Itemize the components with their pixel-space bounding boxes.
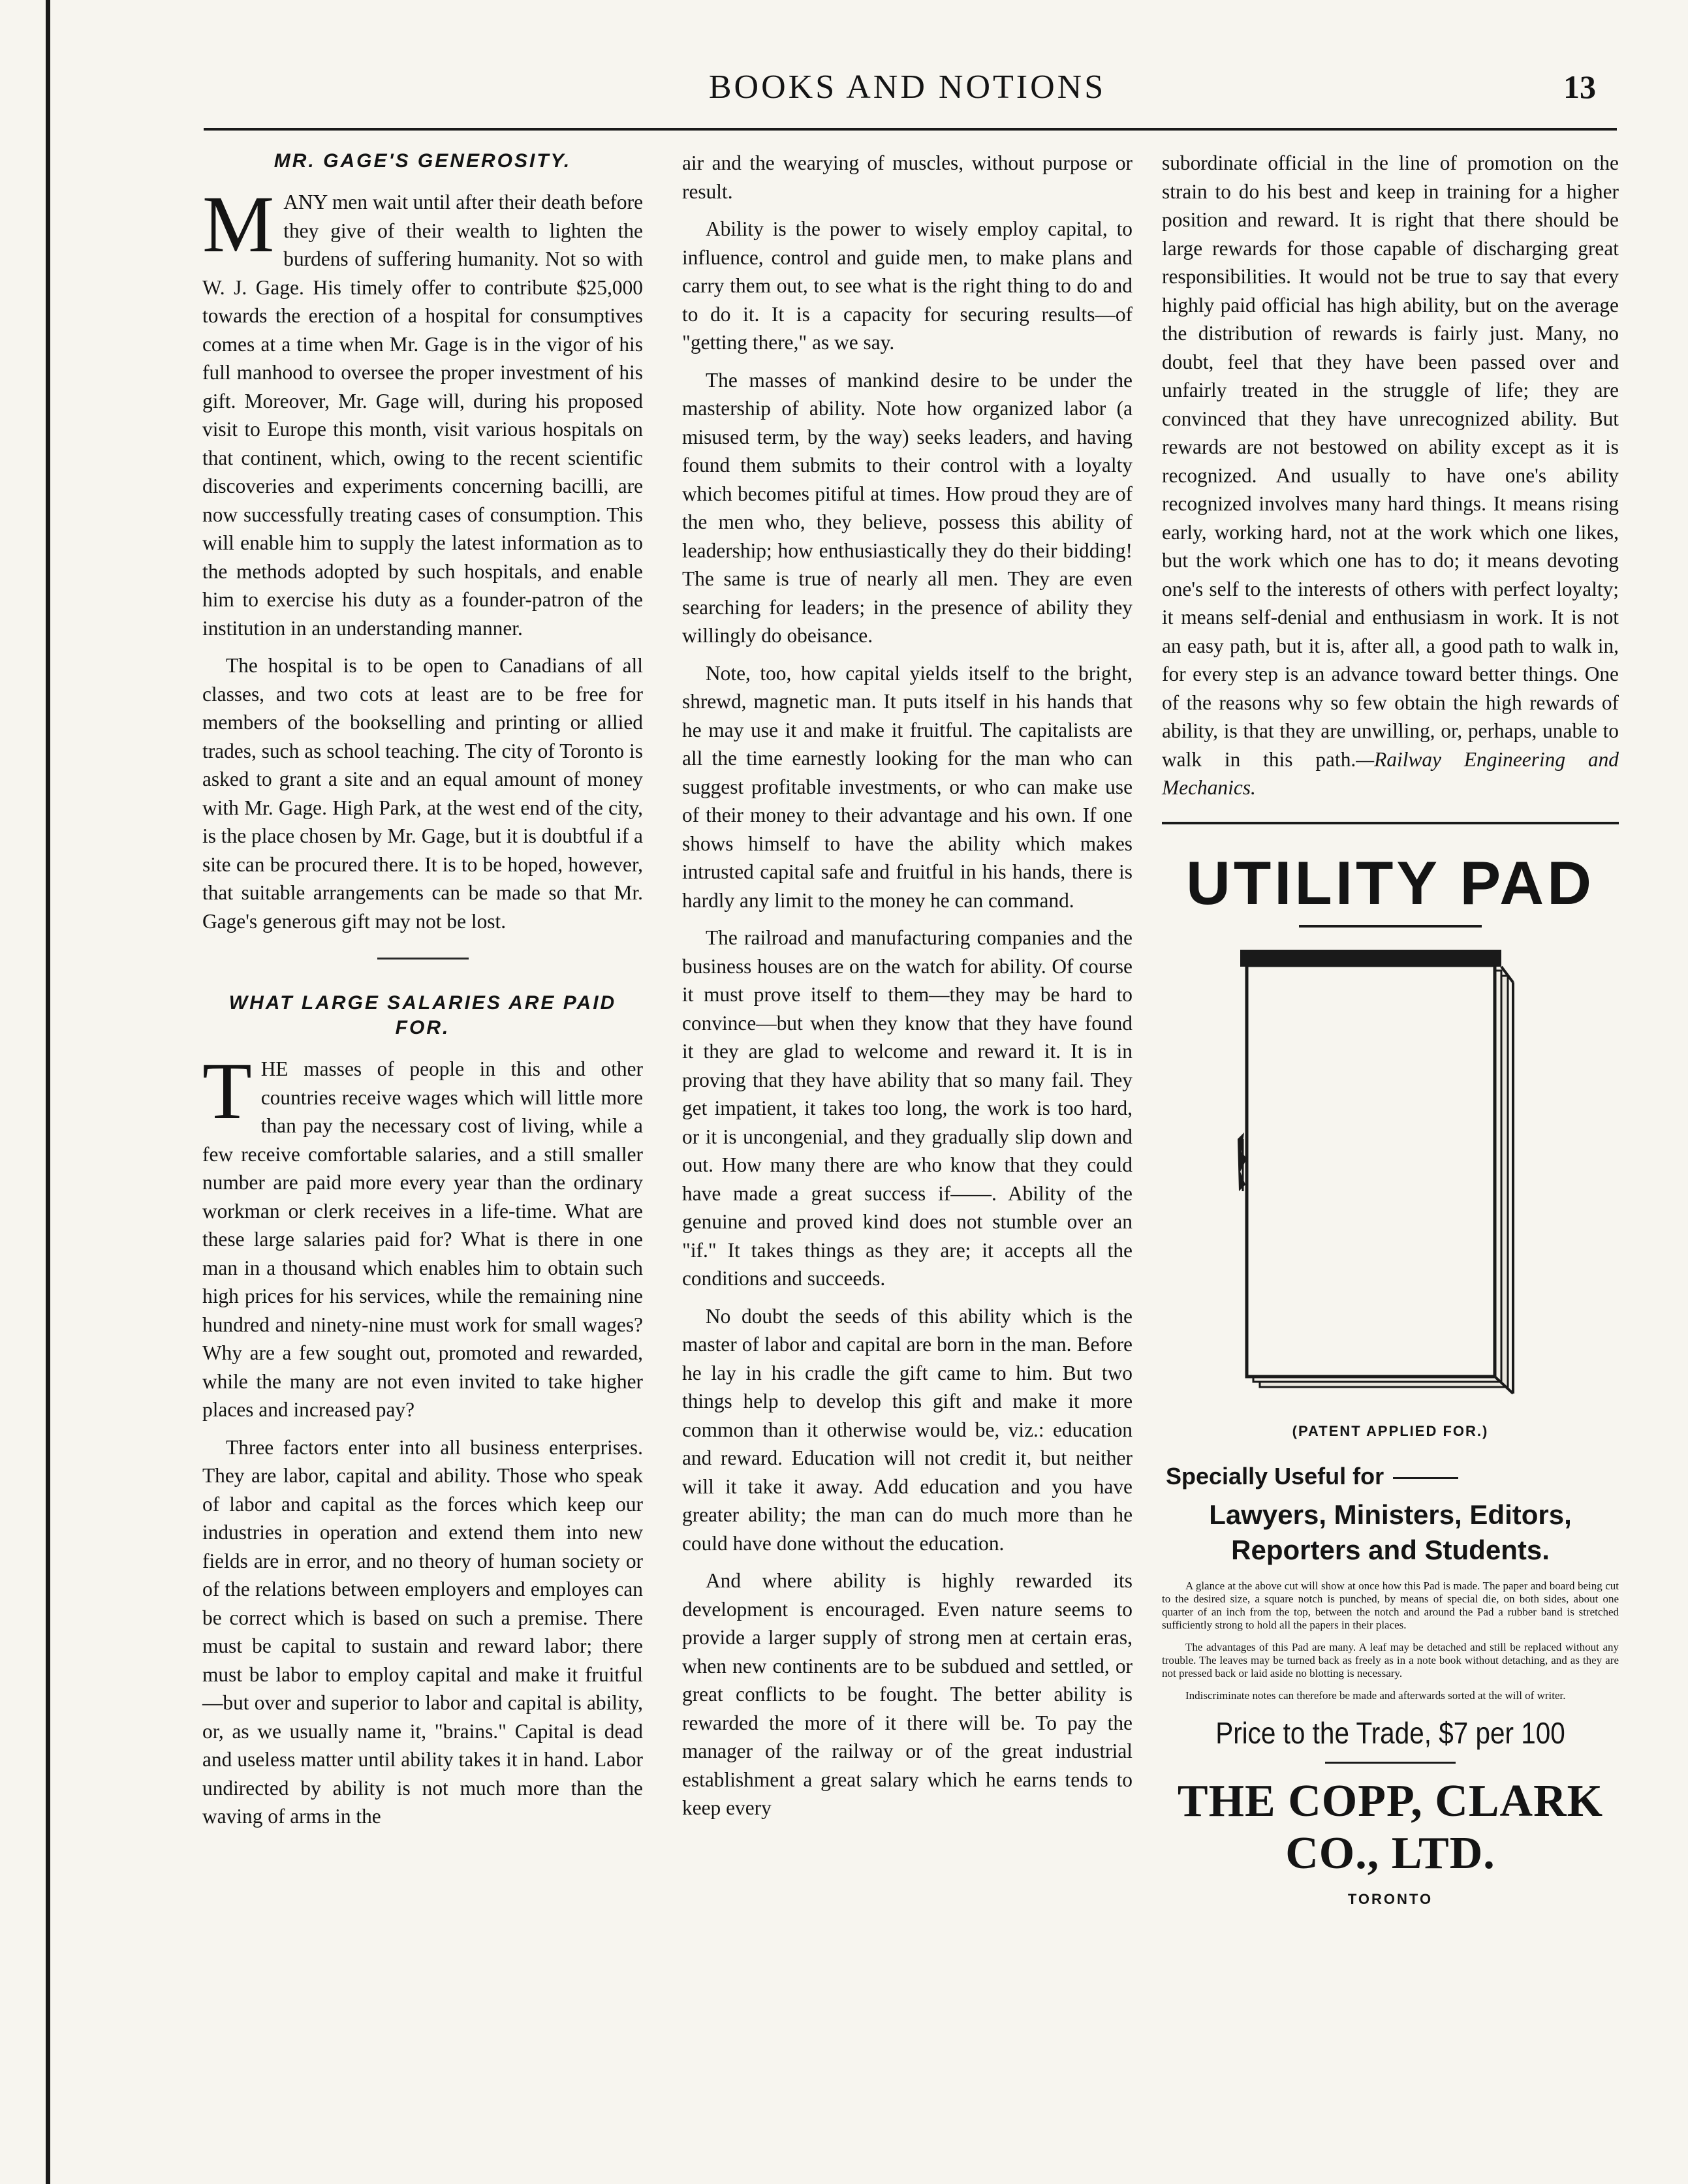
patent-note: (PATENT APPLIED FOR.) xyxy=(1292,1422,1489,1439)
company-name: THE COPP, CLARK CO., LTD. xyxy=(1177,1776,1604,1879)
running-header-title: BOOKS AND NOTIONS xyxy=(708,69,1106,106)
price-rule xyxy=(1325,1762,1456,1764)
header-rule xyxy=(204,128,1617,131)
article-salaries-paragraph-7: No doubt the seeds of this ability which is the master of labor and capital are born in the man. Before he lay in his cradle the gift came to him. But two things help to develop this gift and make it more common than it otherwise would be, viz.: education and reward. Education will not credit it, but neither will it take it away. Add education and you have greater ability; the man can do much more than he could have done without the education. xyxy=(682,1304,1133,1555)
paragraph-text: HE masses of people in this and other countries receive wages which will little more than pay the necessary cost of living, while a few receive comfortable salaries, and a still smaller number are paid more every year than the ordinary workman or clerk receives in a life-time. What are these large salaries paid for? What is there in one man in a thousand which enables him to obtain such high prices for his services, while the remaining nine hundred and ninety-nine must work for small wages? Why are a few sought out, promoted and rewarded, while the many are not even invited to take higher places and increased pay? xyxy=(202,1057,643,1421)
article-salaries-paragraph-4: The masses of mankind desire to be under the mastership of ability. Note how organized labor (a misused term, by the way) seeks leaders, and having found them submits to their control with a loyalty which becomes pitiful at times. How proud they are of the men who, they believe, possess this ability of leadership; how enthusiastically they do their bidding! The same is true of nearly all men. They are even searching for leaders; in the presence of ability they willingly do obeisance. xyxy=(682,368,1133,647)
paragraph-text: ANY men wait until after their death before they give of their wealth to lighten the burdens of suffering humanity. Not so with W. J. Gage. His timely offer to contribute $25,000 towards the erection of a hospital for consumptives comes at a time when Mr. Gage is in the vigor of his full manhood to oversee the proper investment of his gift. Moreover, Mr. Gage will, during his proposed visit to Europe this month, visit various hospitals on that continent, which, owing to the recent scientific discoveries and experiments concerning bacilli, are now successfully treating cases of consumption. This will enable him to supply the latest information as to the methods adopted by such hospitals, and enable him to exercise his duty as a founder-patron of the institution in an understanding manner. xyxy=(202,191,643,640)
ad-fineprint-3: Indiscriminate notes can therefore be made and afterwards sorted at the will of writer. xyxy=(1185,1689,1566,1702)
paragraph-text: And where ability is highly rewarded its development is encouraged. Even nature seems to provide a larger supply of strong men at certain eras, when new continents are to be subdued and settled, or great conflicts to be fought. The better ability is rewarded the more of it there will be. To pay the manager of the railway or of the great industrial establishment a great salary which he earns tends to keep every xyxy=(682,1569,1133,1819)
article-source-credit: —Railway Engineering and Mechanics. xyxy=(1162,747,1619,799)
column-3 xyxy=(1162,149,1619,1914)
ad-title: UTILITY PAD xyxy=(1186,848,1595,917)
article-salaries-paragraph-8-start xyxy=(682,1567,1133,1822)
utility-pad-advertisement xyxy=(1162,850,1619,1914)
article-salaries-paragraph-5: Note, too, how capital yields itself to the bright, shrewd, magnetic man. It puts itself in his hands that he may use it and make it fruitful. The capitalists are all the time earnestly looking for the man who can suggest profitable investments, or who can make use of their money to their advantage and his own. If one shows himself to have the ability which makes intrusted capital safe and fruitful in his hands, there is hardly any limit to the money he can command. xyxy=(682,661,1133,912)
specially-text: Specially Useful for xyxy=(1166,1463,1384,1490)
audience-list xyxy=(1162,1497,1619,1568)
audience-line-1: Lawyers, Ministers, Editors, xyxy=(1209,1499,1572,1530)
page-number: 13 xyxy=(1563,69,1596,105)
article-salaries-paragraph-8-end xyxy=(1162,149,1619,802)
article-gage-paragraph-1 xyxy=(202,179,643,642)
section-divider xyxy=(377,958,469,959)
article-salaries-paragraph-2-end xyxy=(682,149,1133,206)
article-salaries-paragraph-1 xyxy=(202,1046,643,1424)
paragraph-text: Three factors enter into all business enterprises. They are labor, capital and ability. Those who speak of labor and capital as the forces which keep our industries in operation and extend them into new fields are in error, and no theory of human society or of the relations between employers and employes can be correct which is based on such a premise. There must be capital to sustain and reward labor; there must be labor to employ capital and make it fruitful—but over and superior to labor and capital is ability, or, as we usually name it, "brains." Capital is dead and useless matter until ability takes it in hand. Labor undirected by ability is not much more than the waving of arms in the xyxy=(202,1435,643,1828)
ad-title-rule xyxy=(1299,925,1482,928)
dash-rule xyxy=(1393,1477,1458,1479)
advertisement-top-rule xyxy=(1162,822,1619,824)
article-gage-paragraph-2: The hospital is to be open to Canadians of all classes, and two cots at least are to be free for members of the bookselling and printing or allied trades, such as school teaching. The city of Toronto is asked to grant a site and an equal amount of money with Mr. Gage. High Park, at the west end of the city, is the place chosen by Mr. Gage, but it is doubtful if a site can be procured there. It is to be hoped, however, that suitable arrangements can be made so that Mr. Gage's generous gift may not be lost. xyxy=(202,654,643,933)
binding-edge-rule xyxy=(46,0,50,2184)
drop-cap: M xyxy=(202,179,275,269)
drop-cap: T xyxy=(202,1046,252,1136)
utility-pad-illustration xyxy=(1234,943,1521,1400)
column-1 xyxy=(202,149,643,1840)
ad-fineprint-1: A glance at the above cut will show at once how this Pad is made. The paper and board being cut to the desired size, a square notch is punched, by means of special die, on both sides, about one quarter of an inch from the top, between the notch and around the Pad a rubber band is stretched sufficiently strong to hold all the papers in their places. xyxy=(1162,1579,1619,1631)
paragraph-text: air and the wearying of muscles, without purpose or result. xyxy=(682,151,1133,203)
column-2 xyxy=(682,149,1133,1832)
article-salaries-paragraph-2-start xyxy=(202,1433,643,1831)
article-heading-gage: MR. GAGE'S GENEROSITY. xyxy=(274,150,572,172)
article-salaries-paragraph-3: Ability is the power to wisely employ capital, to influence, control and guide men, to make plans and carry them out, to see what is the right thing to do and to do it. It is a capacity for securing results—of "getting there," as we say. xyxy=(682,217,1133,354)
specially-useful-line xyxy=(1166,1462,1619,1491)
article-heading-salaries: WHAT LARGE SALARIES ARE PAID FOR. xyxy=(228,992,617,1038)
trade-price: Price to the Trade, $7 per 100 xyxy=(1215,1715,1565,1750)
paragraph-text: subordinate official in the line of promotion on the strain to do his best and keep in training for a higher position and reward. It is right that there should be large rewards for those capable of discharging great responsibilities. It would not be true to say that every highly paid official has high ability, but on the average the distribution of rewards is fairly just. Many, no doubt, feel that they have been passed over and unfairly treated in the struggle of life; they are convinced that they have unrecognized ability. But rewards are not bestowed on ability except as it is recognized. And usually to have one's ability recognized involves many hard things. It means rising early, working hard, not at the work which one likes, but the work which one has to do; it means devoting one's self to the interests of others with perfect loyalty; it means self-denial and enthusiasm in work. It is not an easy path, but it is, after all, a good path to walk in, for every step is an advance toward better things. One of the reasons why so few obtain the high rewards of ability, is that they are unwilling, or, perhaps, unable to walk in this path. xyxy=(1162,151,1619,771)
ad-fineprint-2: The advantages of this Pad are many. A leaf may be detached and still be replaced without any trouble. The leaves may be turned back as freely as in a note book without detaching, and as they are not pressed back or laid aside no blotting is necessary. xyxy=(1162,1640,1619,1679)
audience-line-2: Reporters and Students. xyxy=(1231,1534,1550,1565)
article-salaries-paragraph-6: The railroad and manufacturing companies and the business houses are on the watch for ability. Of course it must prove itself to them—they may be hard to convince—but when they know that they have found it they are glad to welcome and reward it. It is in proving that they have ability that so many fail. They get impatient, it takes too long, the work is too hard, or it is uncongenial, and they gradually slip down and out. How many there are who know that they could have made a great success if——. Ability of the genuine and proved kind does not stumble over an "if." It takes things as they are; it accepts all the conditions and succeeds. xyxy=(682,926,1133,1290)
company-city: TORONTO xyxy=(1347,1891,1433,1907)
